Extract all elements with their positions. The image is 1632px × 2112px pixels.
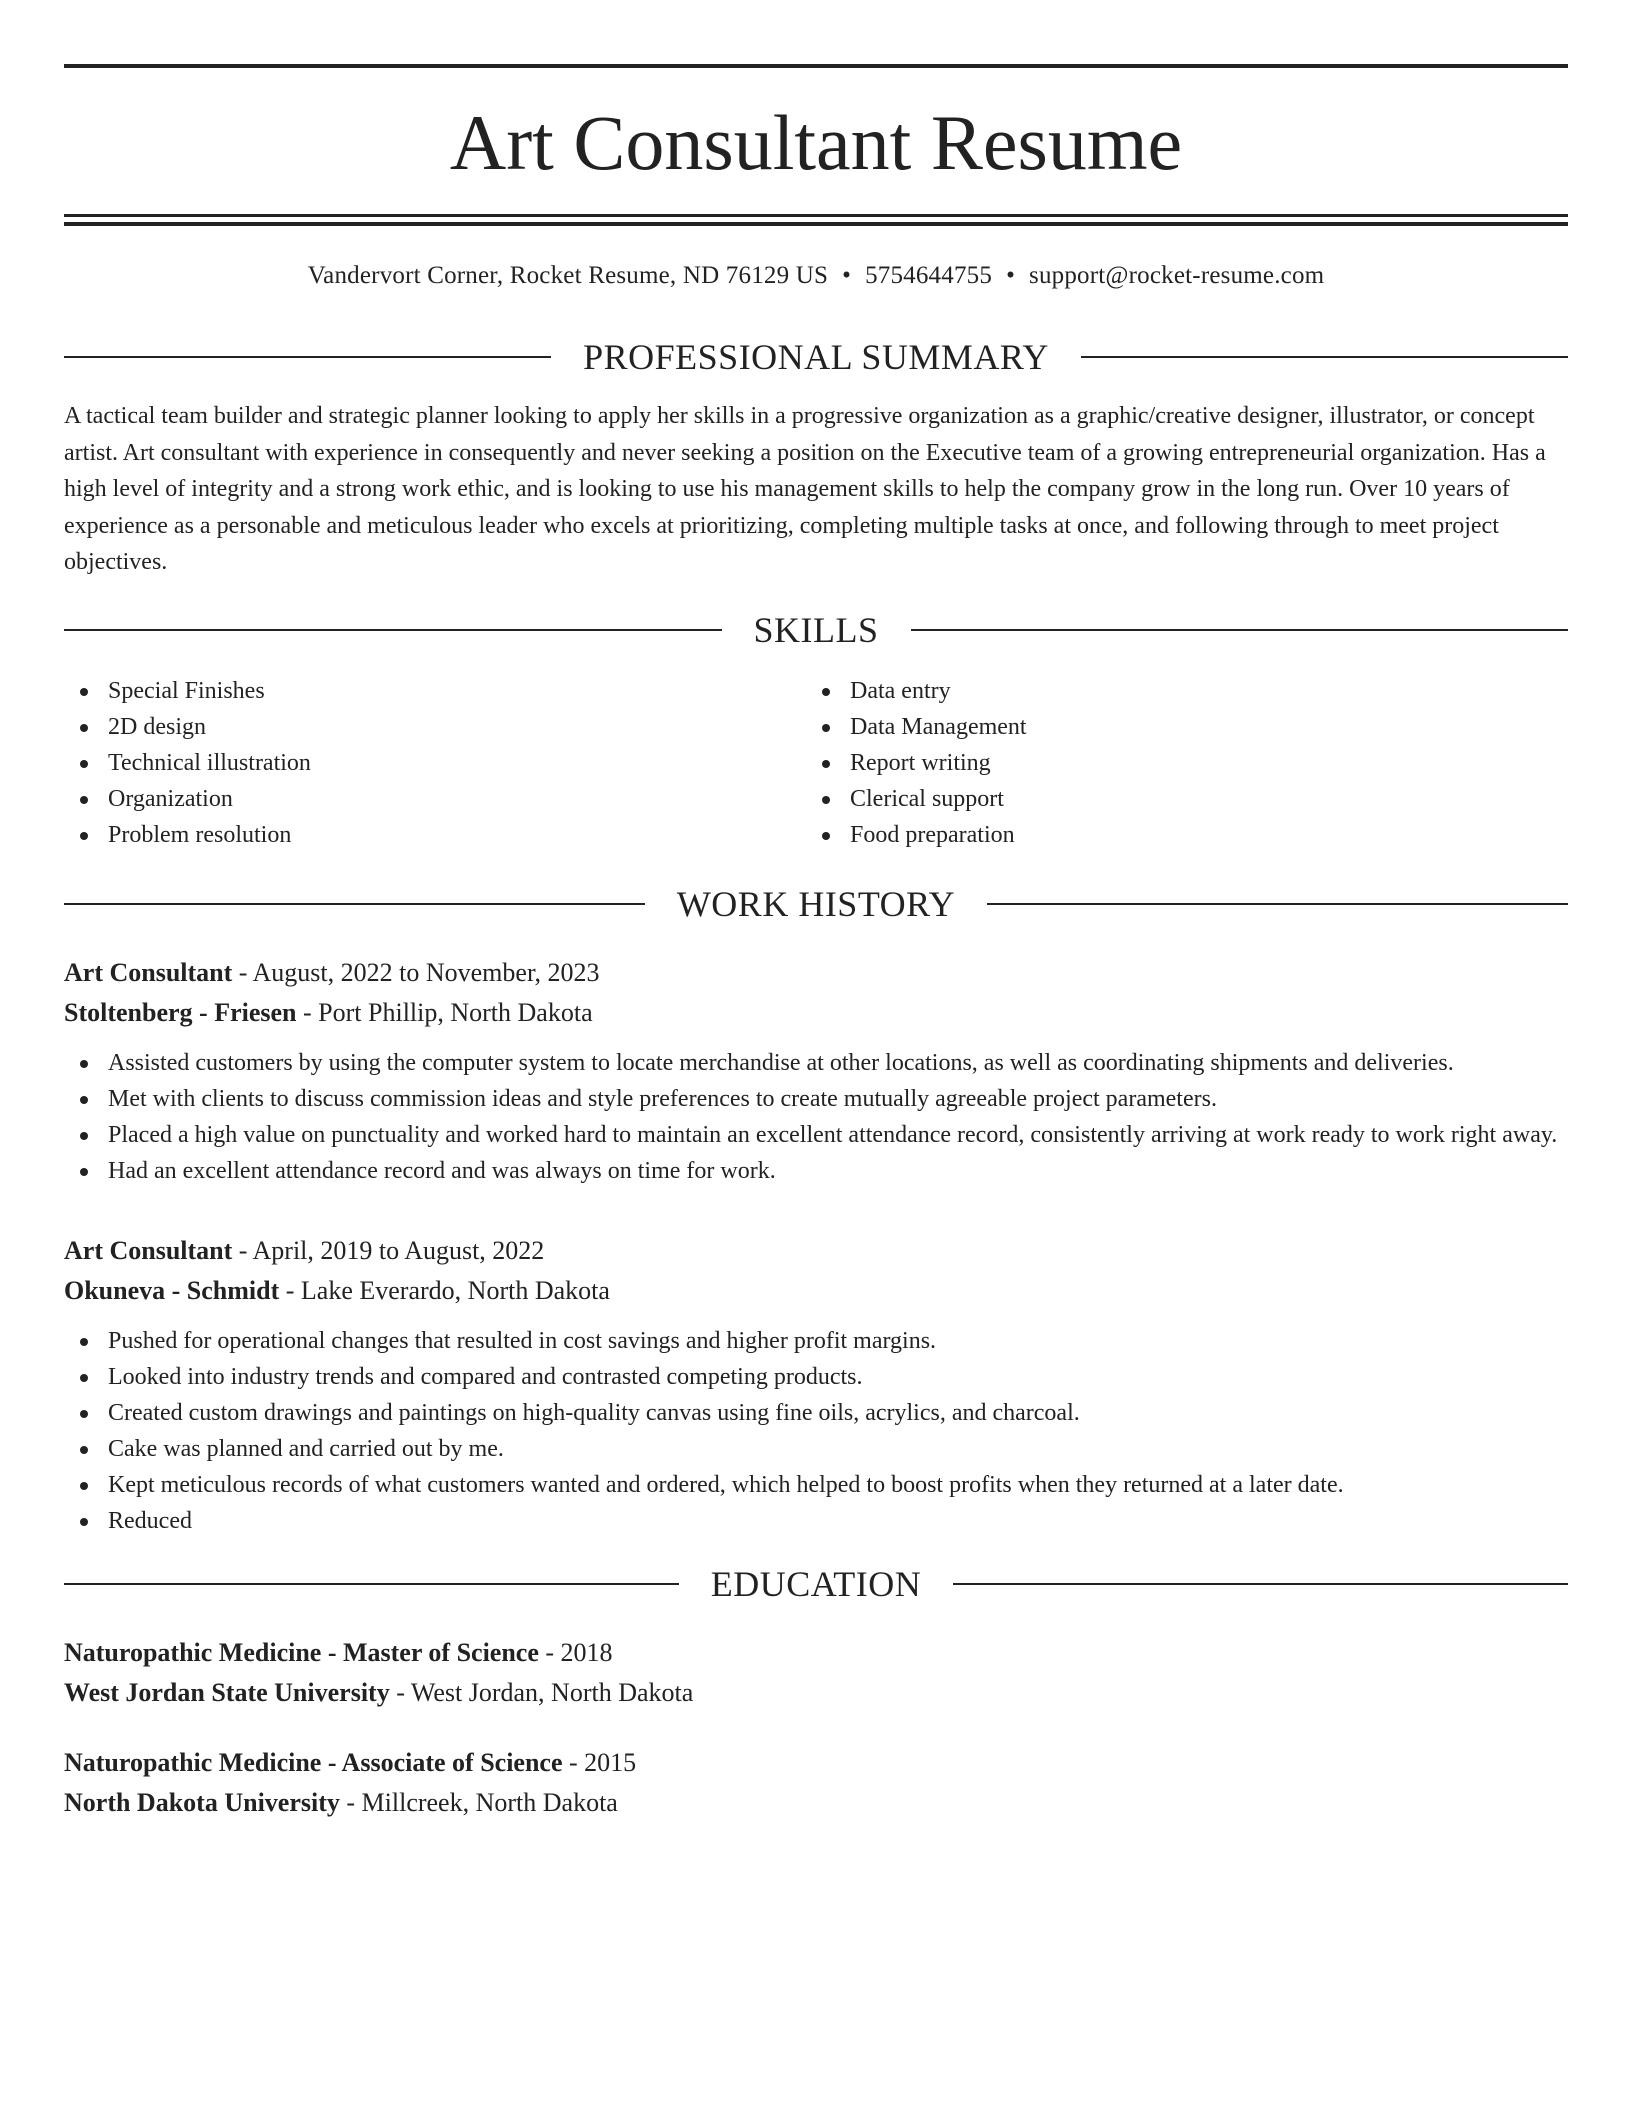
skill-item: Technical illustration: [64, 745, 806, 781]
summary-paragraph: A tactical team builder and strategic planner looking to apply her skills in a progressive organization as a graphic/creative designer, illustrator, or concept artist. Art consultant with experience in consequently and never seeking a position on the Executive team of a growing entrepreneurial organization. Has a high level of integrity and a strong work ethic, and is looking to use his management skills to help the company grow in the long run. Over 10 years of experience as a personable and meticulous leader who excels at prioritizing, completing multiple tasks at once, and following through to meet project objectives.: [64, 403, 1546, 575]
skills-grid: [64, 673, 1568, 853]
job-dates: - April, 2019 to August, 2022: [232, 1235, 545, 1265]
school-location: - Millcreek, North Dakota: [339, 1787, 618, 1817]
degree-name: Naturopathic Medicine - Associate of Science: [64, 1747, 563, 1777]
job-company: Okuneva - Schmidt: [64, 1275, 280, 1305]
job-company: Stoltenberg - Friesen: [64, 997, 297, 1027]
skills-list-left: [64, 673, 806, 853]
job-bullet: Kept meticulous records of what customers wanted and ordered, which helped to boost profits when they returned at a later date.: [64, 1467, 1568, 1503]
contact-address: Vandervort Corner, Rocket Resume, ND 76129 US: [307, 262, 829, 289]
section-title: SKILLS: [753, 609, 879, 650]
section-title: WORK HISTORY: [676, 883, 956, 924]
skill-item: Report writing: [806, 745, 1548, 781]
job-bullet: Had an excellent attendance record and was always on time for work.: [64, 1153, 1568, 1189]
job-title: Art Consultant: [64, 1235, 233, 1265]
job-title-line: [64, 1231, 1568, 1271]
school-line: [64, 1783, 1568, 1823]
job-location: - Port Phillip, North Dakota: [296, 997, 593, 1027]
section-title: PROFESSIONAL SUMMARY: [583, 337, 1049, 377]
job-bullets: [64, 1323, 1568, 1539]
job-company-line: [64, 1271, 1568, 1311]
education-entry: [64, 1743, 1568, 1823]
school-line: [64, 1673, 1568, 1713]
job-bullet: Pushed for operational changes that resulted in cost savings and higher profit margins.: [64, 1323, 1568, 1359]
section-heading-education: [64, 1563, 1568, 1605]
section-heading-work: [64, 883, 1568, 925]
job-bullets: [64, 1045, 1568, 1189]
degree-name: Naturopathic Medicine - Master of Science: [64, 1637, 539, 1667]
section-title: EDUCATION: [710, 1563, 922, 1604]
heading-rule: [64, 903, 645, 905]
job-bullet: Reduced: [64, 1503, 1568, 1539]
job-bullet: Placed a high value on punctuality and worked hard to maintain an excellent attendance record, consistently arriving at work ready to work right away.: [64, 1117, 1568, 1153]
job-location: - Lake Everardo, North Dakota: [279, 1275, 610, 1305]
job-bullet: Created custom drawings and paintings on high-quality canvas using fine oils, acrylics, and charcoal.: [64, 1395, 1568, 1431]
job-entry: [64, 953, 1568, 1189]
job-bullet: Assisted customers by using the computer system to locate merchandise at other locations, as well as coordinating shipments and deliveries.: [64, 1045, 1568, 1081]
skill-item: Data Management: [806, 709, 1548, 745]
heading-rule: [1081, 356, 1568, 358]
resume-page: [64, 64, 1568, 1823]
skill-item: Problem resolution: [64, 817, 806, 853]
school-location: - West Jordan, North Dakota: [389, 1677, 694, 1707]
section-heading-summary: [64, 336, 1568, 378]
skill-item: Food preparation: [806, 817, 1548, 853]
skill-item: 2D design: [64, 709, 806, 745]
job-title-line: [64, 953, 1568, 993]
title-double-rule: [64, 214, 1568, 226]
contact-separator: •: [842, 262, 852, 289]
heading-rule: [64, 356, 551, 358]
job-bullet: Met with clients to discuss commission ideas and style preferences to create mutually agreeable project parameters.: [64, 1081, 1568, 1117]
contact-phone: 5754644755: [865, 262, 993, 289]
heading-rule: [64, 629, 722, 631]
skills-list-right: [806, 673, 1548, 853]
skill-item: Organization: [64, 781, 806, 817]
heading-rule: [911, 629, 1569, 631]
heading-rule: [64, 1583, 679, 1585]
skill-item: Special Finishes: [64, 673, 806, 709]
job-title: Art Consultant: [64, 957, 233, 987]
job-dates: - August, 2022 to November, 2023: [232, 957, 600, 987]
heading-rule: [953, 1583, 1568, 1585]
degree-year: - 2018: [538, 1637, 613, 1667]
skill-item: Clerical support: [806, 781, 1548, 817]
contact-separator: •: [1006, 262, 1016, 289]
resume-title: Art Consultant Resume: [449, 99, 1183, 186]
contact-email: support@rocket-resume.com: [1029, 262, 1325, 289]
job-company-line: [64, 993, 1568, 1033]
heading-rule: [987, 903, 1568, 905]
section-heading-skills: [64, 609, 1568, 651]
job-entry: [64, 1231, 1568, 1539]
degree-line: [64, 1633, 1568, 1673]
education-entry: [64, 1633, 1568, 1713]
school-name: West Jordan State University: [64, 1677, 390, 1707]
job-bullet: Looked into industry trends and compared and contrasted competing products.: [64, 1359, 1568, 1395]
degree-year: - 2015: [562, 1747, 637, 1777]
job-bullet: Cake was planned and carried out by me.: [64, 1431, 1568, 1467]
school-name: North Dakota University: [64, 1787, 340, 1817]
skill-item: Data entry: [806, 673, 1548, 709]
contact-line: [64, 262, 1568, 290]
degree-line: [64, 1743, 1568, 1783]
